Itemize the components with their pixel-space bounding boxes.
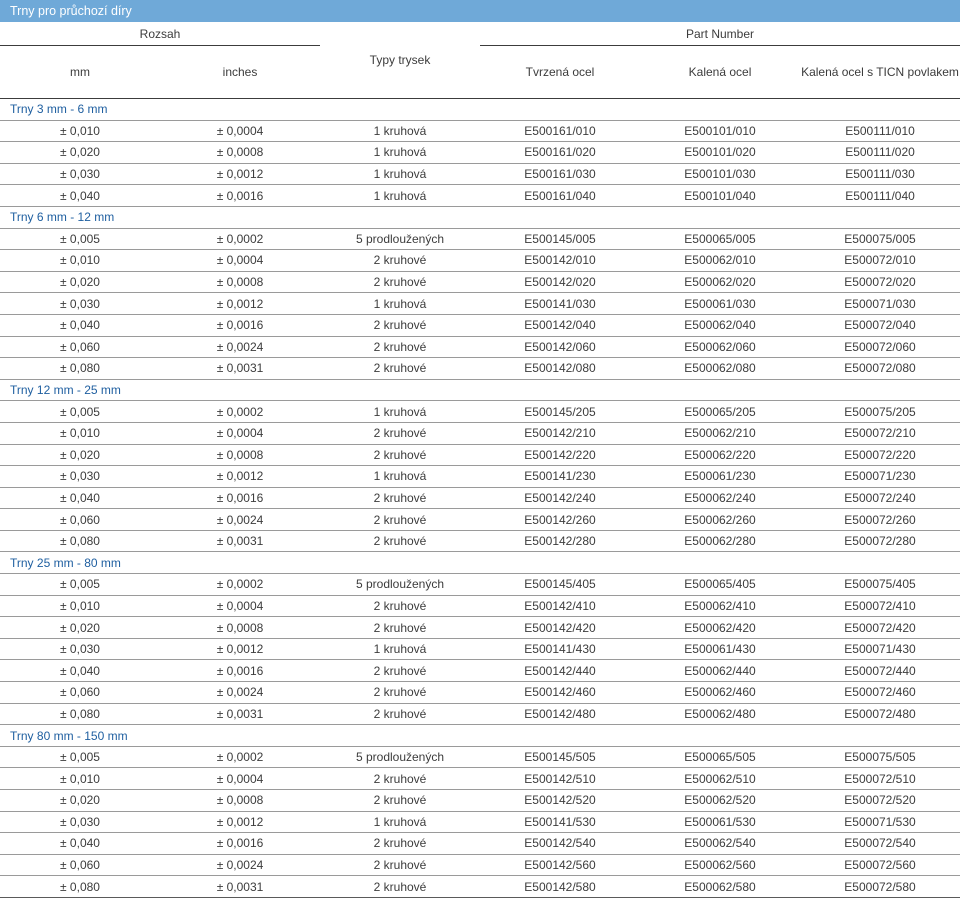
quenched-steel-part-cell: E500062/060 [640, 336, 800, 358]
nozzle-type-header: Typy trysek [320, 22, 480, 99]
table-body [0, 99, 960, 898]
hardened-steel-part-cell: E500142/510 [480, 768, 640, 790]
nozzle-type-cell: 2 kruhové [320, 358, 480, 380]
quenched-steel-part-cell: E500101/030 [640, 163, 800, 185]
nozzle-type-cell: 2 kruhové [320, 617, 480, 639]
quenched-steel-part-cell: E500061/230 [640, 466, 800, 488]
coated-steel-part-cell: E500071/030 [800, 293, 960, 315]
nozzle-type-cell: 1 kruhová [320, 466, 480, 488]
mm-cell: ± 0,080 [0, 876, 160, 898]
hardened-steel-part-cell: E500161/010 [480, 120, 640, 142]
hardened-steel-part-cell: E500142/420 [480, 617, 640, 639]
coated-steel-part-cell: E500072/040 [800, 314, 960, 336]
table-row [0, 811, 960, 833]
table-row [0, 530, 960, 552]
coated-steel-part-cell: E500072/080 [800, 358, 960, 380]
hardened-steel-part-cell: E500141/230 [480, 466, 640, 488]
coated-steel-part-cell: E500072/420 [800, 617, 960, 639]
hardened-steel-part-cell: E500145/505 [480, 746, 640, 768]
coated-steel-part-cell: E500075/005 [800, 228, 960, 250]
inches-cell: ± 0,0024 [160, 854, 320, 876]
mm-cell: ± 0,005 [0, 746, 160, 768]
table-title: Trny pro průchozí díry [0, 0, 960, 22]
coated-steel-part-cell: E500111/030 [800, 163, 960, 185]
mm-cell: ± 0,010 [0, 120, 160, 142]
nozzle-type-cell: 5 prodloužených [320, 574, 480, 596]
inches-cell: ± 0,0012 [160, 466, 320, 488]
nozzle-type-cell: 1 kruhová [320, 401, 480, 423]
quenched-steel-part-cell: E500062/080 [640, 358, 800, 380]
coated-steel-part-cell: E500071/430 [800, 638, 960, 660]
coated-steel-part-cell: E500111/040 [800, 185, 960, 207]
section-header-row [0, 379, 960, 401]
nozzle-type-cell: 2 kruhové [320, 250, 480, 272]
hardened-steel-header: Tvrzená ocel [480, 46, 640, 99]
table-row [0, 487, 960, 509]
table-row [0, 185, 960, 207]
hardened-steel-part-cell: E500142/240 [480, 487, 640, 509]
mm-cell: ± 0,005 [0, 401, 160, 423]
quenched-steel-part-cell: E500065/005 [640, 228, 800, 250]
quenched-steel-part-cell: E500062/580 [640, 876, 800, 898]
quenched-steel-part-cell: E500062/540 [640, 833, 800, 855]
inches-cell: ± 0,0002 [160, 228, 320, 250]
table-row [0, 250, 960, 272]
coated-steel-part-cell: E500072/410 [800, 595, 960, 617]
table-row [0, 228, 960, 250]
nozzle-type-cell: 1 kruhová [320, 811, 480, 833]
hardened-steel-part-cell: E500145/205 [480, 401, 640, 423]
mm-cell: ± 0,060 [0, 509, 160, 531]
hardened-steel-part-cell: E500142/540 [480, 833, 640, 855]
table-row [0, 790, 960, 812]
quenched-steel-part-cell: E500062/440 [640, 660, 800, 682]
coated-steel-part-cell: E500075/205 [800, 401, 960, 423]
coated-steel-part-cell: E500072/240 [800, 487, 960, 509]
hardened-steel-part-cell: E500161/030 [480, 163, 640, 185]
quenched-steel-part-cell: E500062/260 [640, 509, 800, 531]
section-header-row [0, 725, 960, 747]
quenched-steel-part-cell: E500062/460 [640, 682, 800, 704]
coated-steel-part-cell: E500111/010 [800, 120, 960, 142]
quenched-steel-part-cell: E500062/220 [640, 444, 800, 466]
coated-steel-part-cell: E500072/280 [800, 530, 960, 552]
section-label: Trny 80 mm - 150 mm [0, 725, 960, 747]
table-row [0, 401, 960, 423]
mm-cell: ± 0,010 [0, 422, 160, 444]
coated-steel-part-cell: E500072/020 [800, 271, 960, 293]
coated-steel-header: Kalená ocel s TICN povlakem [800, 46, 960, 99]
hardened-steel-part-cell: E500141/430 [480, 638, 640, 660]
table-row [0, 746, 960, 768]
mm-cell: ± 0,010 [0, 595, 160, 617]
mm-cell: ± 0,010 [0, 250, 160, 272]
nozzle-type-cell: 2 kruhové [320, 703, 480, 725]
table-row [0, 682, 960, 704]
coated-steel-part-cell: E500072/580 [800, 876, 960, 898]
mm-cell: ± 0,040 [0, 487, 160, 509]
table-row [0, 314, 960, 336]
inches-cell: ± 0,0004 [160, 768, 320, 790]
mm-cell: ± 0,040 [0, 660, 160, 682]
quenched-steel-part-cell: E500062/210 [640, 422, 800, 444]
hardened-steel-part-cell: E500142/520 [480, 790, 640, 812]
quenched-steel-part-cell: E500061/430 [640, 638, 800, 660]
nozzle-type-cell: 1 kruhová [320, 185, 480, 207]
table-row [0, 120, 960, 142]
table-row [0, 142, 960, 164]
quenched-steel-part-cell: E500062/240 [640, 487, 800, 509]
inches-cell: ± 0,0012 [160, 811, 320, 833]
table-row [0, 271, 960, 293]
coated-steel-part-cell: E500075/405 [800, 574, 960, 596]
nozzle-type-cell: 2 kruhové [320, 854, 480, 876]
hardened-steel-part-cell: E500142/410 [480, 595, 640, 617]
quenched-steel-part-cell: E500062/010 [640, 250, 800, 272]
inches-cell: ± 0,0031 [160, 876, 320, 898]
hardened-steel-part-cell: E500142/060 [480, 336, 640, 358]
coated-steel-part-cell: E500072/460 [800, 682, 960, 704]
hardened-steel-part-cell: E500161/020 [480, 142, 640, 164]
nozzle-type-cell: 1 kruhová [320, 163, 480, 185]
inches-cell: ± 0,0016 [160, 833, 320, 855]
mm-cell: ± 0,020 [0, 790, 160, 812]
inches-cell: ± 0,0031 [160, 703, 320, 725]
nozzle-type-cell: 2 kruhové [320, 336, 480, 358]
quenched-steel-part-cell: E500062/410 [640, 595, 800, 617]
hardened-steel-part-cell: E500142/580 [480, 876, 640, 898]
hardened-steel-part-cell: E500161/040 [480, 185, 640, 207]
mm-cell: ± 0,080 [0, 703, 160, 725]
inches-cell: ± 0,0008 [160, 142, 320, 164]
table-row [0, 876, 960, 898]
table-row [0, 703, 960, 725]
hardened-steel-part-cell: E500141/030 [480, 293, 640, 315]
nozzle-type-cell: 2 kruhové [320, 768, 480, 790]
hardened-steel-part-cell: E500142/210 [480, 422, 640, 444]
quenched-steel-part-cell: E500101/040 [640, 185, 800, 207]
nozzle-type-cell: 2 kruhové [320, 314, 480, 336]
mm-header: mm [0, 46, 160, 99]
coated-steel-part-cell: E500072/540 [800, 833, 960, 855]
inches-cell: ± 0,0031 [160, 530, 320, 552]
coated-steel-part-cell: E500072/510 [800, 768, 960, 790]
nozzle-type-cell: 1 kruhová [320, 638, 480, 660]
inches-header: inches [160, 46, 320, 99]
hardened-steel-part-cell: E500142/040 [480, 314, 640, 336]
quenched-steel-header: Kalená ocel [640, 46, 800, 99]
coated-steel-part-cell: E500072/560 [800, 854, 960, 876]
inches-cell: ± 0,0031 [160, 358, 320, 380]
section-label: Trny 6 mm - 12 mm [0, 206, 960, 228]
mm-cell: ± 0,020 [0, 444, 160, 466]
section-header-row [0, 552, 960, 574]
inches-cell: ± 0,0012 [160, 638, 320, 660]
hardened-steel-part-cell: E500142/460 [480, 682, 640, 704]
mm-cell: ± 0,030 [0, 811, 160, 833]
inches-cell: ± 0,0002 [160, 746, 320, 768]
coated-steel-part-cell: E500071/530 [800, 811, 960, 833]
inches-cell: ± 0,0002 [160, 574, 320, 596]
table-row [0, 854, 960, 876]
hardened-steel-part-cell: E500145/405 [480, 574, 640, 596]
nozzle-type-cell: 5 prodloužených [320, 228, 480, 250]
section-header-row [0, 99, 960, 121]
quenched-steel-part-cell: E500062/040 [640, 314, 800, 336]
coated-steel-part-cell: E500072/520 [800, 790, 960, 812]
nozzle-type-cell: 2 kruhové [320, 271, 480, 293]
hardened-steel-part-cell: E500142/560 [480, 854, 640, 876]
inches-cell: ± 0,0012 [160, 293, 320, 315]
quenched-steel-part-cell: E500062/420 [640, 617, 800, 639]
nozzle-type-cell: 2 kruhové [320, 487, 480, 509]
table-row [0, 336, 960, 358]
section-header-row [0, 206, 960, 228]
quenched-steel-part-cell: E500062/020 [640, 271, 800, 293]
nozzle-type-cell: 1 kruhová [320, 120, 480, 142]
nozzle-type-cell: 5 prodloužených [320, 746, 480, 768]
table-row [0, 422, 960, 444]
inches-cell: ± 0,0016 [160, 487, 320, 509]
hardened-steel-part-cell: E500142/260 [480, 509, 640, 531]
quenched-steel-part-cell: E500065/205 [640, 401, 800, 423]
mm-cell: ± 0,040 [0, 314, 160, 336]
hardened-steel-part-cell: E500142/080 [480, 358, 640, 380]
nozzle-type-cell: 1 kruhová [320, 142, 480, 164]
hardened-steel-part-cell: E500142/480 [480, 703, 640, 725]
table-row [0, 768, 960, 790]
mm-cell: ± 0,040 [0, 833, 160, 855]
inches-cell: ± 0,0024 [160, 509, 320, 531]
hardened-steel-part-cell: E500142/440 [480, 660, 640, 682]
coated-steel-part-cell: E500072/060 [800, 336, 960, 358]
inches-cell: ± 0,0008 [160, 444, 320, 466]
quenched-steel-part-cell: E500062/280 [640, 530, 800, 552]
part-number-group-header: Part Number [480, 22, 960, 46]
hardened-steel-part-cell: E500142/010 [480, 250, 640, 272]
quenched-steel-part-cell: E500061/530 [640, 811, 800, 833]
table-row [0, 358, 960, 380]
inches-cell: ± 0,0004 [160, 422, 320, 444]
quenched-steel-part-cell: E500062/520 [640, 790, 800, 812]
coated-steel-part-cell: E500072/440 [800, 660, 960, 682]
section-label: Trny 12 mm - 25 mm [0, 379, 960, 401]
inches-cell: ± 0,0004 [160, 250, 320, 272]
mm-cell: ± 0,040 [0, 185, 160, 207]
mm-cell: ± 0,020 [0, 142, 160, 164]
hardened-steel-part-cell: E500142/220 [480, 444, 640, 466]
inches-cell: ± 0,0024 [160, 336, 320, 358]
table-row [0, 444, 960, 466]
nozzle-type-cell: 1 kruhová [320, 293, 480, 315]
inches-cell: ± 0,0012 [160, 163, 320, 185]
mm-cell: ± 0,060 [0, 854, 160, 876]
inches-cell: ± 0,0016 [160, 314, 320, 336]
inches-cell: ± 0,0024 [160, 682, 320, 704]
quenched-steel-part-cell: E500062/480 [640, 703, 800, 725]
table-row [0, 833, 960, 855]
nozzle-type-cell: 2 kruhové [320, 682, 480, 704]
hardened-steel-part-cell: E500142/280 [480, 530, 640, 552]
mm-cell: ± 0,010 [0, 768, 160, 790]
mandrel-table [0, 22, 960, 898]
nozzle-type-cell: 2 kruhové [320, 833, 480, 855]
mm-cell: ± 0,005 [0, 228, 160, 250]
quenched-steel-part-cell: E500061/030 [640, 293, 800, 315]
mm-cell: ± 0,020 [0, 617, 160, 639]
table-row [0, 163, 960, 185]
inches-cell: ± 0,0016 [160, 185, 320, 207]
inches-cell: ± 0,0008 [160, 271, 320, 293]
mm-cell: ± 0,020 [0, 271, 160, 293]
nozzle-type-cell: 2 kruhové [320, 530, 480, 552]
nozzle-type-cell: 2 kruhové [320, 444, 480, 466]
inches-cell: ± 0,0004 [160, 595, 320, 617]
quenched-steel-part-cell: E500062/560 [640, 854, 800, 876]
nozzle-type-cell: 2 kruhové [320, 422, 480, 444]
mm-cell: ± 0,060 [0, 682, 160, 704]
inches-cell: ± 0,0008 [160, 790, 320, 812]
hardened-steel-part-cell: E500145/005 [480, 228, 640, 250]
nozzle-type-cell: 2 kruhové [320, 876, 480, 898]
coated-steel-part-cell: E500072/260 [800, 509, 960, 531]
nozzle-type-cell: 2 kruhové [320, 660, 480, 682]
coated-steel-part-cell: E500071/230 [800, 466, 960, 488]
nozzle-type-cell: 2 kruhové [320, 790, 480, 812]
mm-cell: ± 0,030 [0, 466, 160, 488]
quenched-steel-part-cell: E500065/405 [640, 574, 800, 596]
coated-steel-part-cell: E500075/505 [800, 746, 960, 768]
range-group-header: Rozsah [0, 22, 320, 46]
section-label: Trny 3 mm - 6 mm [0, 99, 960, 121]
mm-cell: ± 0,030 [0, 638, 160, 660]
table-row [0, 509, 960, 531]
table-row [0, 638, 960, 660]
table-row [0, 293, 960, 315]
hardened-steel-part-cell: E500142/020 [480, 271, 640, 293]
quenched-steel-part-cell: E500062/510 [640, 768, 800, 790]
table-row [0, 617, 960, 639]
table-row [0, 574, 960, 596]
mm-cell: ± 0,030 [0, 163, 160, 185]
table-row [0, 660, 960, 682]
coated-steel-part-cell: E500072/480 [800, 703, 960, 725]
mm-cell: ± 0,080 [0, 358, 160, 380]
mm-cell: ± 0,030 [0, 293, 160, 315]
mm-cell: ± 0,005 [0, 574, 160, 596]
hardened-steel-part-cell: E500141/530 [480, 811, 640, 833]
inches-cell: ± 0,0004 [160, 120, 320, 142]
inches-cell: ± 0,0008 [160, 617, 320, 639]
inches-cell: ± 0,0002 [160, 401, 320, 423]
section-label: Trny 25 mm - 80 mm [0, 552, 960, 574]
mm-cell: ± 0,060 [0, 336, 160, 358]
quenched-steel-part-cell: E500101/010 [640, 120, 800, 142]
coated-steel-part-cell: E500111/020 [800, 142, 960, 164]
mm-cell: ± 0,080 [0, 530, 160, 552]
inches-cell: ± 0,0016 [160, 660, 320, 682]
coated-steel-part-cell: E500072/010 [800, 250, 960, 272]
table-row [0, 595, 960, 617]
coated-steel-part-cell: E500072/220 [800, 444, 960, 466]
quenched-steel-part-cell: E500065/505 [640, 746, 800, 768]
nozzle-type-cell: 2 kruhové [320, 509, 480, 531]
coated-steel-part-cell: E500072/210 [800, 422, 960, 444]
quenched-steel-part-cell: E500101/020 [640, 142, 800, 164]
table-row [0, 466, 960, 488]
nozzle-type-cell: 2 kruhové [320, 595, 480, 617]
